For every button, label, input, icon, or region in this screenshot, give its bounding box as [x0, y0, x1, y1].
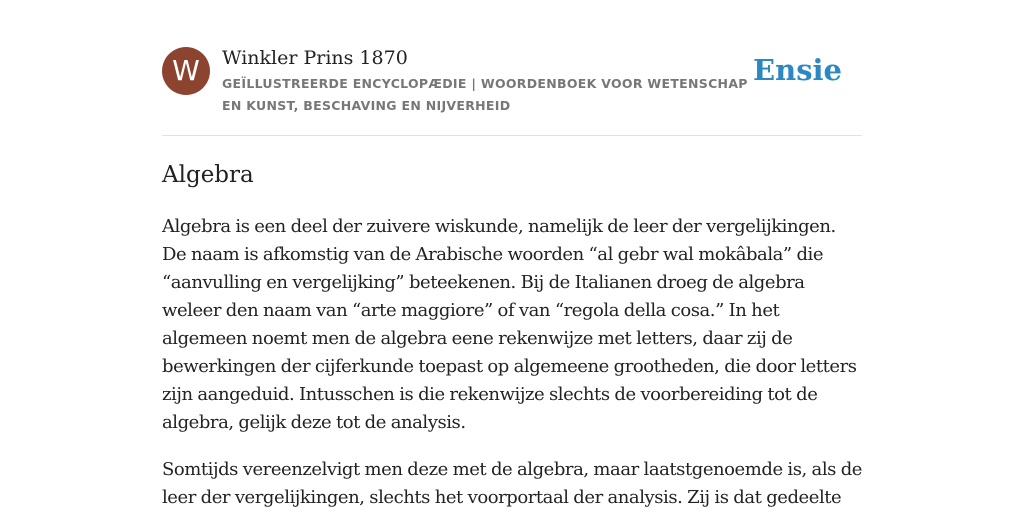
source-header: [162, 0, 862, 136]
article-title: Algebra: [162, 162, 254, 188]
source-title-link[interactable]: Winkler Prins 1870: [222, 47, 408, 69]
article-paragraph-1: Algebra is een deel der zuivere wiskunde, namelijk de leer der vergelijkingen. De naam is afkomstig van de Arabische woorden “al gebr wal mokâbala” die “aanvulling en vergelijking” beteekenen. Bij de Italianen droeg de algebra weleer den naam van “arte maggiore” of van “regola della cosa.” In het algemeen noemt men de algebra eene rekenwijze met letters, daar zij de bewerkingen der cijferkunde toepast op algemeene grootheden, die door letters zijn aangeduid. Intusschen is die rekenwijze slechts de voorbereiding tot de algebra, gelijk deze tot de analysis.: [162, 216, 857, 433]
source-subtitle: GEÏLLUSTREERDE ENCYCLOPÆDIE | WOORDENBOEK VOOR WETENSCHAP EN KUNST, BESCHAVING EN NIJVERHEID: [222, 76, 748, 113]
page: [162, 0, 862, 512]
article-paragraph-2: Somtijds vereenzelvigt men deze met de algebra, maar laatstgenoemde is, als de leer der vergelijkingen, slechts het voorportaal der analysis. Zij is dat gedeelte: [162, 459, 862, 508]
ensie-logo[interactable]: Ensie: [753, 53, 842, 87]
source-avatar[interactable]: W: [162, 47, 210, 95]
